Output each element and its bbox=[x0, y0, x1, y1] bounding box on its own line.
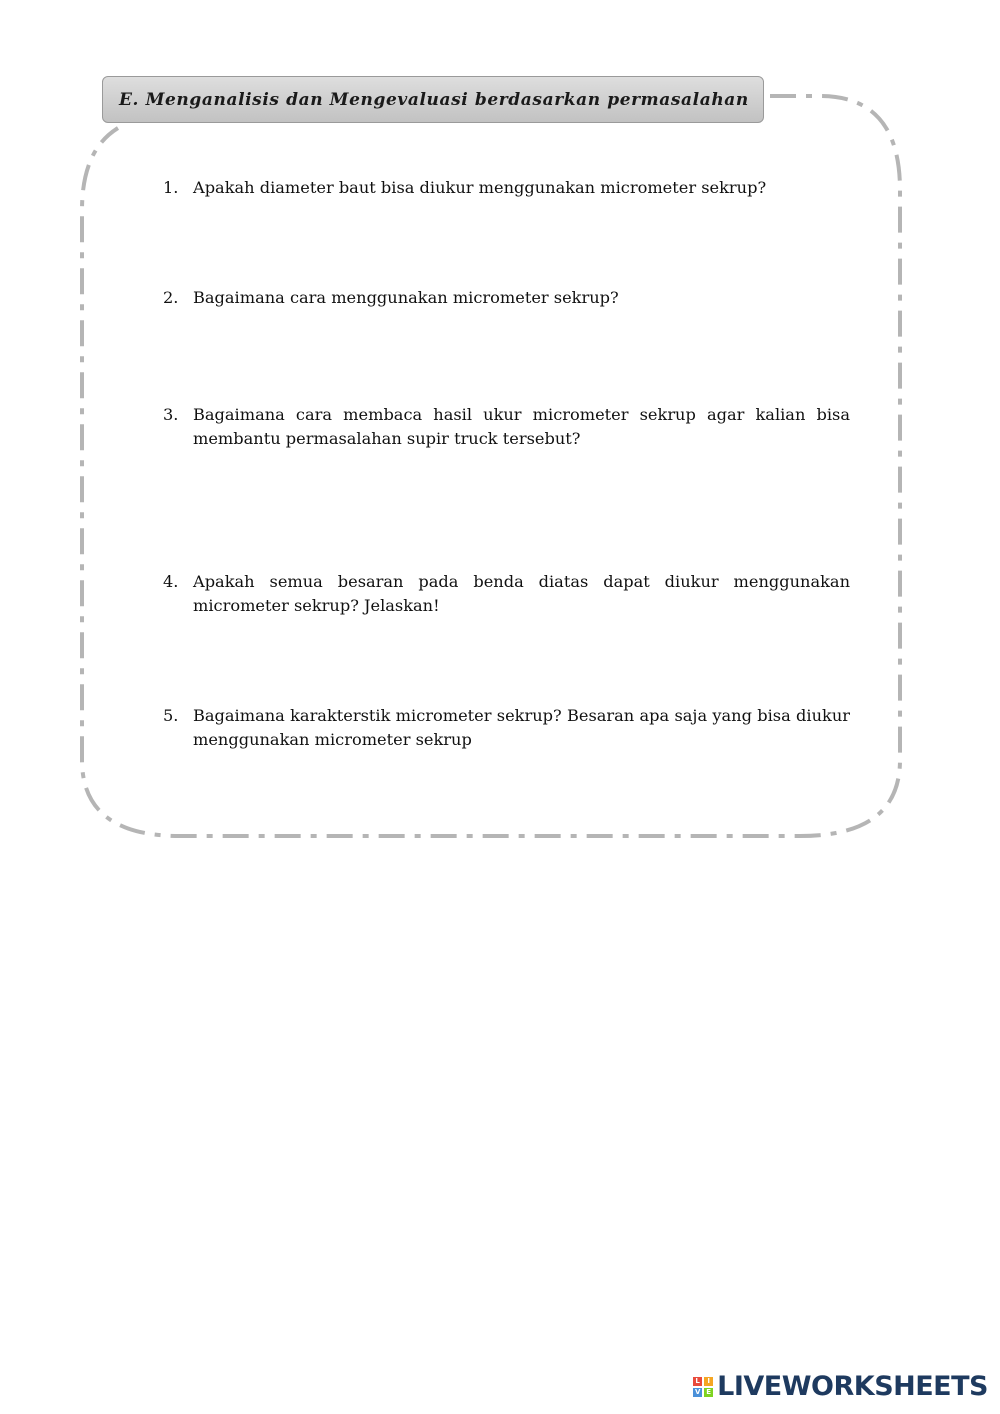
question-text: Bagaimana karakterstik micrometer sekrup? Besaran apa saja yang bisa diukur menggunakan micrometer sekrup bbox=[193, 706, 850, 749]
question-number: 2. bbox=[163, 288, 179, 307]
logo-mark-letter: I bbox=[704, 1377, 713, 1386]
logo-mark-letter: E bbox=[704, 1388, 713, 1397]
question-item-4 bbox=[163, 570, 850, 618]
logo-mark-icon bbox=[693, 1377, 713, 1397]
question-text: Apakah diameter baut bisa diukur menggunakan micrometer sekrup? bbox=[193, 178, 767, 197]
question-number: 5. bbox=[163, 706, 179, 725]
question-text: Apakah semua besaran pada benda diatas dapat diukur menggunakan micrometer sekrup? Jelaskan! bbox=[193, 572, 850, 615]
question-number: 1. bbox=[163, 178, 179, 197]
logo-mark-letter: L bbox=[693, 1377, 702, 1386]
logo-brand-text: LIVEWORKSHEETS bbox=[717, 1371, 988, 1402]
question-number: 3. bbox=[163, 405, 179, 424]
question-text: Bagaimana cara menggunakan micrometer sekrup? bbox=[193, 288, 619, 307]
logo-mark-letter: V bbox=[694, 1387, 701, 1396]
section-header bbox=[102, 76, 764, 123]
question-item-1 bbox=[163, 176, 850, 200]
question-item-2 bbox=[163, 286, 850, 310]
question-item-5 bbox=[163, 704, 850, 752]
section-title: E. Menganalisis dan Mengevaluasi berdasarkan permasalahan bbox=[119, 89, 749, 110]
question-number: 4. bbox=[163, 572, 179, 591]
question-item-3 bbox=[163, 403, 850, 451]
liveworksheets-logo[interactable] bbox=[693, 1371, 988, 1402]
question-text: Bagaimana cara membaca hasil ukur micrometer sekrup agar kalian bisa membantu permasalahan supir truck tersebut? bbox=[193, 405, 850, 448]
